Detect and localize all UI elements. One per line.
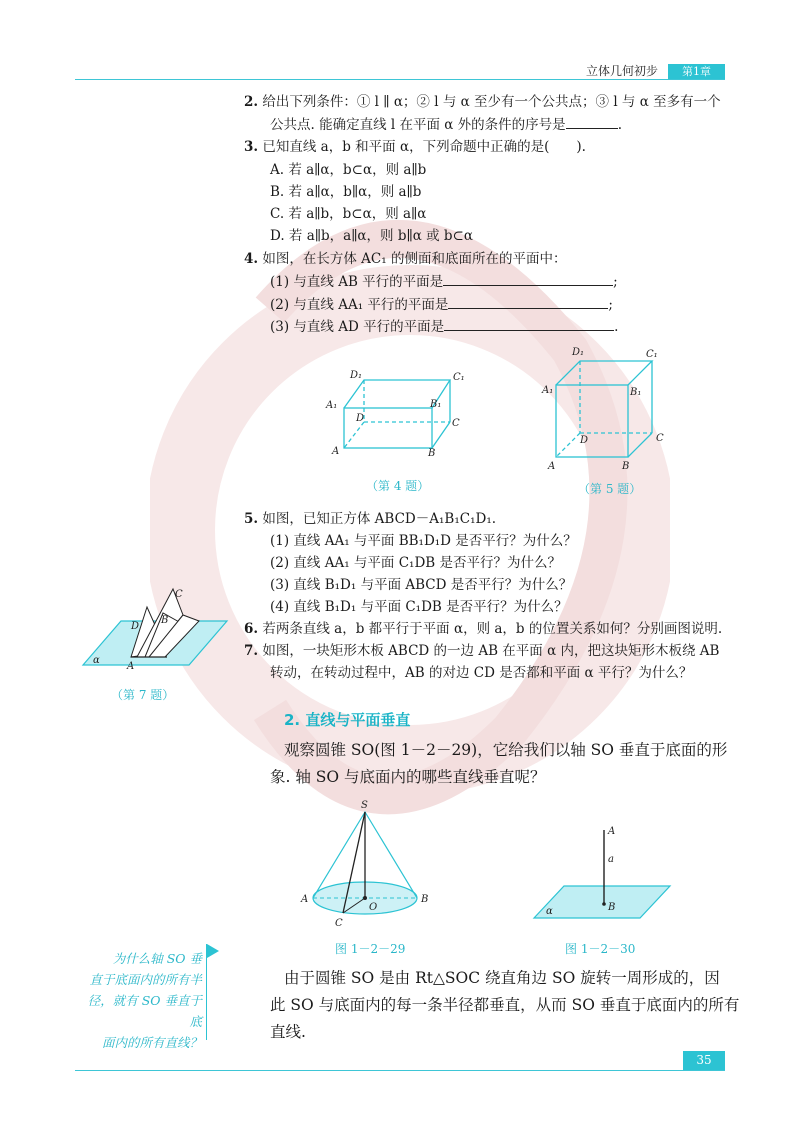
side-note: 为什么轴 SO 垂 直于底面内的所有半 径，就有 SO 垂直于底 面内的所有直线？: [87, 951, 202, 1050]
q7-line1: 7. 如图，一块矩形木板 ABCD 的一边 AB 在平面 α 内，把这块矩形木板绕 AB: [244, 643, 720, 659]
footer-rule: [75, 1070, 725, 1071]
q4-stem: 4. 如图，在长方体 AC₁ 的侧面和底面所在的平面中：: [244, 251, 567, 267]
figure-1-2-29-caption: 图 1－2－29: [335, 942, 406, 956]
fig7-label-a: A: [127, 661, 135, 670]
fig4-label-b: B: [428, 448, 436, 459]
fig5-label-d1: D₁: [572, 347, 585, 358]
fig30-label-alpha: α: [546, 906, 553, 917]
paragraph-1-line2: 象. 轴 SO 与底面内的哪些直线垂直呢？: [270, 768, 546, 786]
q4-sub2: (2) 与直线 AA₁ 平行的平面是 ;: [270, 294, 613, 316]
fig29-label-o: O: [369, 902, 378, 913]
fig4-label-d1: D₁: [350, 370, 363, 381]
q3-option-b: B. 若 a∥α，b∥α，则 a∥b: [270, 184, 422, 200]
q2-line1: 2. 给出下列条件：① l ∥ α；② l 与 α 至少有一个公共点；③ l 与 α 至多有一个: [244, 94, 721, 110]
fig5-label-b1: B₁: [630, 387, 642, 398]
figure-1-2-30-caption: 图 1－2－30: [565, 942, 636, 956]
figure-7-caption: （第 7 题）: [111, 688, 175, 702]
fig29-label-c: C: [335, 918, 343, 929]
fig7-label-c: C: [175, 589, 183, 600]
fig4-label-c1: C₁: [453, 372, 465, 383]
figure-5-caption: （第 5 题）: [578, 482, 642, 496]
figure-1-2-30-plane: [530, 822, 680, 922]
figure-4-cuboid: [320, 360, 470, 468]
fig7-label-alpha: α: [93, 655, 100, 666]
paragraph-2-line2: 此 SO 与底面内的每一条半径都垂直，从而 SO 垂直于底面内的所有: [270, 996, 740, 1014]
section-title: 2. 直线与平面垂直: [284, 711, 411, 729]
figure-4-caption: （第 4 题）: [366, 479, 430, 493]
figure-7-board: [75, 585, 235, 670]
q5-sub1: (1) 直线 AA₁ 与平面 BB₁D₁D 是否平行？为什么？: [270, 533, 577, 549]
fig4-label-b1: B₁: [430, 399, 442, 410]
q2-line2: 公共点. 能确定直线 l 在平面 α 外的条件的序号是 .: [270, 114, 622, 136]
fig7-label-d: D: [131, 621, 140, 632]
q5-stem: 5. 如图，已知正方体 ABCD－A₁B₁C₁D₁.: [244, 511, 497, 527]
paragraph-1-line1: 观察圆锥 SO(图 1－2－29)，它给我们以轴 SO 垂直于底面的形: [284, 741, 728, 759]
fig30-label-a: A: [608, 826, 616, 837]
fig30-label-b: B: [608, 902, 616, 913]
q4-sub1: (1) 与直线 AB 平行的平面是 ;: [270, 271, 618, 293]
q4-sub3: (3) 与直线 AD 平行的平面是 .: [270, 316, 618, 338]
q7-line2: 转动，在转动过程中，AB 的对边 CD 是否都和平面 α 平行？为什么？: [270, 665, 693, 681]
fig7-label-b: B: [161, 615, 169, 626]
fig4-label-c: C: [452, 418, 460, 429]
fig29-label-a: A: [301, 894, 309, 905]
fig29-label-b: B: [421, 894, 429, 905]
paragraph-2-line1: 由于圆锥 SO 是由 Rt△SOC 绕直角边 SO 旋转一周形成的，因: [284, 969, 720, 987]
fig4-label-d: D: [356, 413, 365, 424]
q6-text: 6. 若两条直线 a，b 都平行于平面 α，则 a，b 的位置关系如何？分别画图说明.: [244, 621, 723, 637]
side-note-bar: [206, 944, 207, 1040]
paragraph-2-line3: 直线.: [270, 1023, 306, 1041]
fig4-label-a: A: [332, 446, 340, 457]
q3-option-c: C. 若 a∥b，b⊂α，则 a∥α: [270, 206, 427, 222]
page-number: 35: [683, 1051, 725, 1070]
header-rule: [75, 79, 725, 80]
figure-5-cube: [540, 345, 675, 473]
fig4-label-a1: A₁: [326, 400, 338, 411]
q5-sub3: (3) 直线 B₁D₁ 与平面 ABCD 是否平行？为什么？: [270, 577, 573, 593]
figure-1-2-29-cone: [295, 798, 435, 930]
chapter-title: 立体几何初步: [585, 64, 658, 78]
side-note-arrow-icon: [207, 944, 219, 958]
q5-sub2: (2) 直线 AA₁ 与平面 C₁DB 是否平行？为什么？: [270, 555, 561, 571]
q3-stem: 3. 已知直线 a，b 和平面 α，下列命题中正确的是( ).: [244, 139, 586, 155]
fig5-label-d: D: [580, 435, 589, 446]
fig5-label-c1: C₁: [646, 349, 658, 360]
fig5-label-b: B: [622, 461, 630, 472]
fig30-label-a-line: a: [608, 854, 614, 865]
q3-option-d: D. 若 a∥b，a∥α，则 b∥α 或 b⊂α: [270, 228, 473, 244]
chapter-tag: 第1章: [668, 64, 725, 79]
q3-option-a: A. 若 a∥α，b⊂α，则 a∥b: [270, 162, 427, 178]
fig5-label-a: A: [548, 461, 556, 472]
q5-sub4: (4) 直线 B₁D₁ 与平面 C₁DB 是否平行？为什么？: [270, 599, 568, 615]
fig29-label-s: S: [361, 800, 368, 811]
fig5-label-a1: A₁: [542, 385, 554, 396]
fig5-label-c: C: [656, 433, 664, 444]
